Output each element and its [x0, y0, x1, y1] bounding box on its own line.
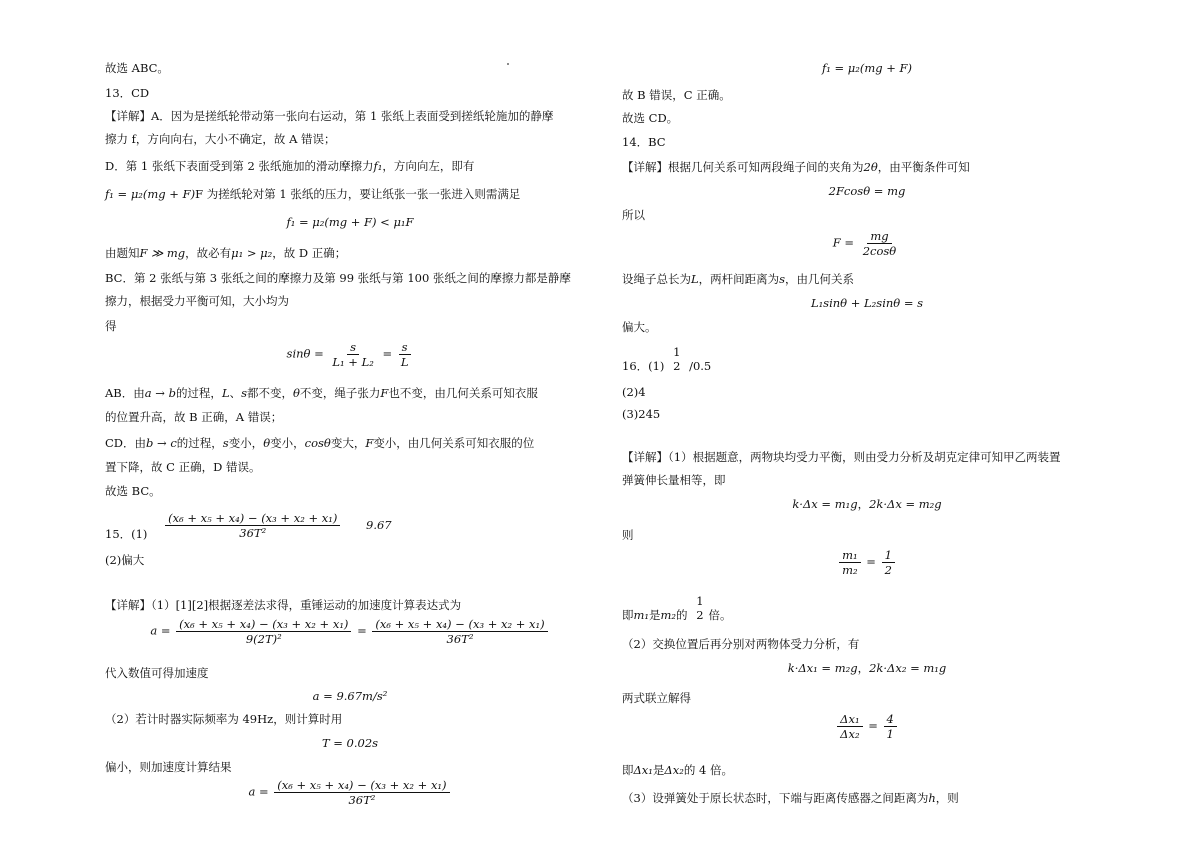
text: 、: [229, 386, 242, 400]
text: 的过程，: [175, 386, 222, 400]
text: ，由几何关系: [785, 272, 855, 286]
text: 设绳子总长为: [622, 272, 691, 286]
text: D．第 1 张纸下表面受到第 2 张纸施加的滑动摩擦力: [105, 159, 374, 173]
math: h: [928, 791, 936, 805]
text-line: （2）若计时器实际频率为 49Hz，则计算时用: [105, 712, 343, 726]
math: 2k·Δx = m₂g: [869, 497, 942, 511]
math: 9.67: [366, 518, 392, 532]
text-line: [622, 762, 733, 778]
text-line: [105, 245, 346, 261]
text-line: 弹簧伸长量相等，即: [622, 473, 726, 487]
text: 的 4 倍。: [683, 763, 733, 777]
text-line: [105, 186, 520, 202]
text: 也不变，由几何关系可知衣服: [388, 386, 538, 400]
numerator: (x₆ + x₅ + x₄) − (x₃ + x₂ + x₁): [274, 778, 449, 793]
math: =: [866, 554, 876, 569]
answer-14: 14．BC: [622, 135, 666, 149]
math: F ≫ mg: [139, 246, 186, 260]
text-line: [105, 385, 538, 401]
equation-sin: [105, 340, 595, 369]
math: f₁ = μ₂(mg + F): [105, 187, 196, 201]
text-line: 故选 BC。: [105, 484, 161, 498]
math: Δx₁: [633, 763, 653, 777]
denominator: 36T²: [446, 632, 474, 646]
text-line: BC．第 2 张纸与第 3 张纸之间的摩擦力及第 99 张纸与第 100 张纸之间的摩擦力都是静摩: [105, 271, 571, 285]
fraction: [274, 778, 449, 807]
math: s: [779, 272, 786, 286]
text-line: [622, 271, 854, 287]
numerator: s: [399, 340, 411, 355]
text: 变小，: [228, 436, 264, 450]
math: μ₁ > μ₂: [231, 246, 273, 260]
numerator: s: [347, 340, 359, 355]
denominator: 1: [886, 727, 894, 741]
text: CD．由: [105, 436, 147, 450]
denominator: 2: [696, 608, 704, 622]
text-line: 故选 ABC。: [105, 61, 169, 75]
denominator: 36T²: [239, 525, 267, 540]
text-line: (3)245: [622, 407, 661, 421]
text: 不变，绳子张力: [299, 386, 381, 400]
denominator: 2cosθ: [862, 244, 897, 258]
math: m₁: [633, 608, 650, 622]
equation-a: [105, 617, 595, 646]
text-line: 故 B 错误，C 正确。: [622, 88, 731, 102]
text: 倍。: [708, 608, 732, 622]
text-line: [105, 158, 474, 174]
text: ，故必有: [185, 246, 232, 260]
text: F 为搓纸轮对第 1 张纸的压力，要让纸张一张一张进入则需满足: [195, 187, 521, 201]
text-line: [622, 593, 732, 623]
text: 16．(1): [622, 359, 665, 373]
answer-15-line: [105, 508, 392, 542]
text: 都不变，: [246, 386, 293, 400]
math: a = 9.67m/s²: [312, 689, 388, 703]
numerator: m₁: [839, 548, 861, 563]
denominator: L₁ + L₂: [332, 355, 374, 369]
text-line: 【详解】（1）[1][2]根据逐差法求得，重锤运动的加速度计算表达式为: [105, 598, 462, 612]
equation-k: [622, 496, 1112, 512]
fraction: [837, 712, 862, 741]
equation-m: [622, 548, 1112, 577]
text-line: 擦力 f，方向向右，大小不确定，故 A 错误；: [105, 132, 336, 146]
math: k·Δx₁ = m₂g: [787, 661, 858, 675]
numerator: (x₆ + x₅ + x₄) − (x₃ + x₂ + x₁): [372, 617, 547, 632]
text-line: 的位置升高，故 B 正确，A 错误；: [105, 410, 283, 424]
fraction: [884, 712, 897, 741]
math: =: [357, 623, 367, 638]
math: L: [691, 272, 699, 286]
text-line: 得: [105, 319, 117, 333]
equation-F: [622, 229, 1112, 258]
fraction: [372, 617, 547, 646]
text-line: 偏小，则加速度计算结果: [105, 760, 232, 774]
text-line: 偏大。: [622, 320, 657, 334]
text-line: 两式联立解得: [622, 691, 691, 705]
math: θ: [292, 386, 300, 400]
numerator: (x₆ + x₅ + x₄) − (x₃ + x₂ + x₁): [176, 617, 351, 632]
numerator: (x₆ + x₅ + x₄) − (x₃ + x₂ + x₁): [165, 511, 340, 526]
left-column: [105, 0, 605, 848]
math: Δx₂: [664, 763, 684, 777]
text: /0.5: [689, 359, 712, 373]
denominator: 9(2T)²: [245, 632, 282, 646]
text: 变小，由几何关系可知衣服的位: [373, 436, 535, 450]
denominator: L: [400, 355, 409, 369]
text-line: 【详解】（1）根据题意，两物块均受力平衡，则由受力分析及胡克定律可知甲乙两装置: [622, 450, 1061, 464]
equation-a3: [105, 778, 595, 807]
text: ，由平衡条件可知: [877, 160, 970, 174]
denominator: 36T²: [348, 793, 376, 807]
text: 变小，: [270, 436, 305, 450]
text-line: 所以: [622, 208, 645, 222]
text: ，两杆间距离为: [698, 272, 780, 286]
equation: [622, 60, 1112, 76]
fraction: [882, 548, 895, 577]
text: 的: [676, 608, 688, 622]
text-line: [105, 435, 534, 451]
equation: [105, 735, 595, 751]
fraction: [176, 617, 351, 646]
math: L: [221, 386, 230, 400]
text-line: （2）交换位置后再分别对两物体受力分析，有: [622, 637, 860, 651]
text: ，方向向左，即有: [382, 159, 475, 173]
math: f₁ = μ₂(mg + F) < μ₁F: [286, 215, 414, 229]
text-line: 【详解】A．因为是搓纸轮带动第一张向右运动，第 1 张纸上表面受到搓纸轮施加的静摩: [105, 109, 554, 123]
text-line: [622, 790, 959, 806]
math: sinθ =: [286, 346, 324, 361]
equation-kk: [622, 660, 1112, 676]
text: ，故 D 正确；: [272, 246, 347, 260]
numerator: 1: [673, 345, 681, 359]
text: 由题知: [105, 246, 140, 260]
right-column: [622, 0, 1122, 848]
text: 变大，: [330, 436, 366, 450]
math: cosθ: [304, 436, 331, 450]
text: 是: [652, 763, 665, 777]
text: ，: [857, 497, 870, 511]
text-line: (2)4: [622, 385, 646, 399]
numerator: mg: [867, 229, 891, 244]
numerator: Δx₁: [837, 712, 862, 727]
math: a → b: [144, 386, 176, 400]
math: m₂: [660, 608, 677, 622]
math: F =: [832, 235, 855, 250]
fraction: [670, 345, 683, 373]
answer-13: 13．CD: [105, 86, 150, 100]
text: ，: [857, 661, 870, 675]
text: 【详解】根据几何关系可知两段绳子间的夹角为: [622, 160, 864, 174]
text: ，则: [935, 791, 959, 805]
text: 15．(1): [105, 527, 148, 541]
math: F: [380, 386, 389, 400]
equation: [105, 214, 595, 230]
numerator: 1: [696, 594, 704, 608]
text: （3）设弹簧处于原长状态时，下端与距离传感器之间距离为: [622, 791, 929, 805]
text-line: (2)偏大: [105, 553, 145, 567]
math: =: [868, 718, 878, 733]
text: 的过程，: [176, 436, 223, 450]
math: 2k·Δx₂ = m₁g: [869, 661, 947, 675]
denominator: Δx₂: [840, 727, 860, 741]
math: 2Fcosθ = mg: [828, 184, 906, 198]
equation-dx: [622, 712, 1112, 741]
answer-16-line: [622, 344, 711, 374]
fraction: [165, 511, 340, 540]
math: s: [222, 436, 229, 450]
fraction: [839, 548, 861, 577]
text-line: 代入数值可得加速度: [105, 666, 209, 680]
text-line: [622, 159, 970, 175]
math: a =: [150, 623, 171, 638]
numerator: 4: [884, 712, 897, 727]
fraction: [329, 340, 376, 369]
math: 2θ: [863, 160, 878, 174]
math: F: [365, 436, 374, 450]
denominator: 2: [673, 359, 681, 373]
math: f₁ = μ₂(mg + F): [821, 61, 913, 75]
math: T = 0.02s: [321, 736, 379, 750]
math: L₁sinθ + L₂sinθ = s: [810, 296, 924, 310]
math: a =: [248, 784, 269, 799]
math: b → c: [146, 436, 177, 450]
denominator: 2: [884, 563, 892, 577]
math: =: [382, 346, 393, 361]
math: f₁: [373, 159, 383, 173]
fraction: [398, 340, 412, 369]
text-line: 置下降，故 C 正确，D 错误。: [105, 460, 261, 474]
equation: [622, 183, 1112, 199]
text: AB．由: [105, 386, 145, 400]
equation: [105, 688, 595, 704]
text: 即: [622, 763, 634, 777]
math: k·Δx = m₁g: [792, 497, 858, 511]
equation: [622, 295, 1112, 311]
text: 即: [622, 608, 634, 622]
fraction: [693, 594, 706, 622]
fraction: [860, 229, 900, 258]
text-line: 擦力，根据受力平衡可知，大小均为: [105, 294, 289, 308]
text: 是: [649, 608, 661, 622]
numerator: 1: [882, 548, 895, 563]
math: θ: [263, 436, 271, 450]
text-line: 故选 CD。: [622, 111, 679, 125]
math: s: [241, 386, 247, 400]
text-line: 则: [622, 528, 634, 542]
denominator: m₂: [842, 563, 858, 577]
